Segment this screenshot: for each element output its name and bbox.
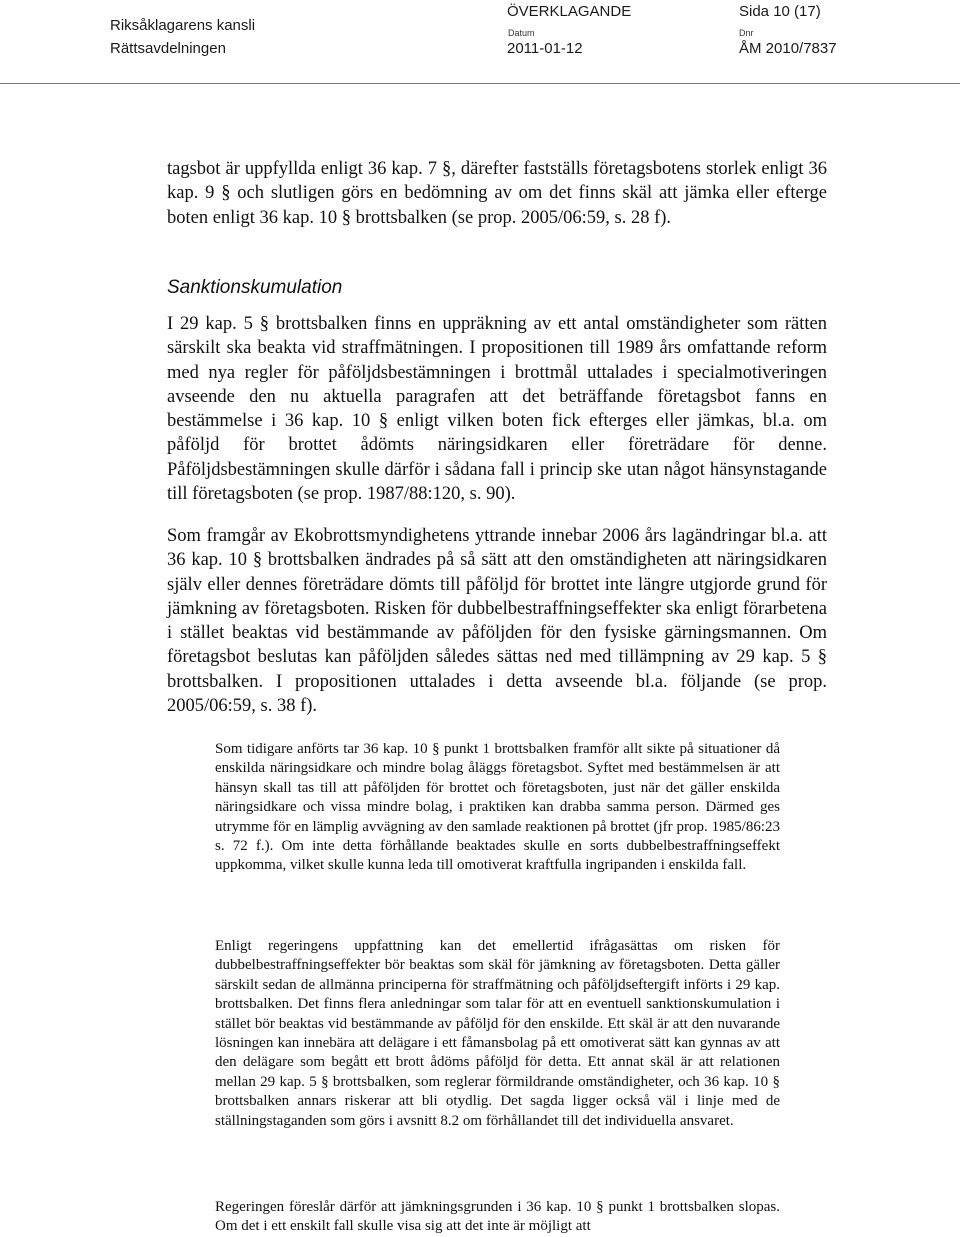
quote-1: Som tidigare anförts tar 36 kap. 10 § punkt 1 brottsbalken framför allt sikte på situationer då enskilda näringsidkare och mindre bolag åläggs företagsbot. Syftet med bestämmelsen är att hänsyn skall tas till att påföljden för brottet och företagsboten, just när det gäller enskilda näringsidkare och vissa mindre bolag, i praktiken kan drabba samma person. Därmed ges utrymme för en lämplig avvägning av den samlade reaktionen på brottet (jfr prop. 1985/86:23 s. 72 f.). Om inte detta förhållande beaktades skulle en sorts dubbelbestraffningseffekt uppkomma, vilket skulle kunna leda till omotiverat kraftfulla ingripanden i enskilda fall. xyxy=(215,741,780,874)
header-dept: Rättsavdelningen xyxy=(110,40,226,57)
header-rule xyxy=(0,83,960,84)
header-org: Riksåklagarens kansli xyxy=(110,17,256,34)
paragraph-2: Som framgår av Ekobrottsmyndighetens yttrande innebar 2006 års lagändringar bl.a. att 36 kap. 10 § brottsbalken ändrades på så sätt att den omständigheten att näringsidkaren själv eller dennes företrädare dömts till påföljd för brottet inte längre utgjorde grund för jämkning av företagsboten. Risken för dubbelbestraffningseffekter ska enligt förarbetena i stället beaktas vid bestämmande av påföljden för den fysiske gärningsmannen. Om företagsbot beslutas kan påföljden således sättas ned med tillämpning av 29 kap. 5 § brottsbalken. I propositionen uttalades i detta avseende bl.a. följande (se prop. 2005/06:59, s. 38 f). xyxy=(167,526,827,717)
header-dnr: ÅM 2010/7837 xyxy=(739,40,837,57)
section-heading: Sanktionskumulation xyxy=(167,277,343,298)
header-dnr-label: Dnr xyxy=(739,28,754,38)
header-page: Sida 10 (17) xyxy=(739,3,821,20)
quote-2: Enligt regeringens uppfattning kan det emellertid ifrågasättas om risken för dubbelbestraffningseffekter bör beaktas som skäl för jämkning av företagsboten. Detta gäller särskilt sedan de allmänna principerna för straffmätning och påföljdseftergift införts i 29 kap. brottsbalken. Det finns flera anledningar som talar för att en eventuell sanktionskumulation i stället bör beaktas vid bestämmande av påföljd för den enskilde. Ett skäl är att den nuvarande lösningen kan innebära att delägare i ett fåmansbolag på ett omotiverat sätt kan gynnas av att den delägare som begått ett brott ådöms påföljd för detta. Ett annat skäl är att relationen mellan 29 kap. 5 § brottsbalken, som reglerar förmildrande omständigheter, och 36 kap. 10 § brottsbalken annars riskerar att bli otydlig. Det sagda ligger också väl i linje med de ställningstaganden som görs i avsnitt 8.2 om förhållandet till det individuella ansvaret. xyxy=(215,938,780,1129)
header-date: 2011-01-12 xyxy=(507,40,583,57)
paragraph-1: I 29 kap. 5 § brottsbalken finns en uppräkning av ett antal omständigheter som rätten särskilt ska beakta vid straffmätningen. I propositionen till 1989 års omfattande reform med nya regler för påföljdsbestämningen i brottmål uttalades i specialmotiveringen avseende den nu aktuella paragrafen att det beträffande företagsbot fanns en bestämmelse i 36 kap. 10 § enligt vilken boten fick efterges eller jämkas, bl.a. om påföljd för brottet ådömts näringsidkaren eller företrädare för denne. Påföljdsbestämningen skulle därför i sådana fall i princip ske utan något hänsynstagande till företagsboten (se prop. 1987/88:120, s. 90). xyxy=(167,314,827,505)
header-doc-type: ÖVERKLAGANDE xyxy=(507,3,632,20)
quote-3: Regeringen föreslår därför att jämkningsgrunden i 36 kap. 10 § punkt 1 brottsbalken slopas. Om det i ett enskilt fall skulle visa sig att det inte är möjligt att xyxy=(215,1199,780,1235)
header-date-label: Datum xyxy=(508,28,535,38)
intro-paragraph: tagsbot är uppfyllda enligt 36 kap. 7 §, därefter fastställs företagsbotens storlek enligt 36 kap. 9 § och slutligen görs en bedömning av om det finns skäl att jämka eller efterge boten enligt 36 kap. 10 § brottsbalken (se prop. 2005/06:59, s. 28 f). xyxy=(167,159,827,228)
